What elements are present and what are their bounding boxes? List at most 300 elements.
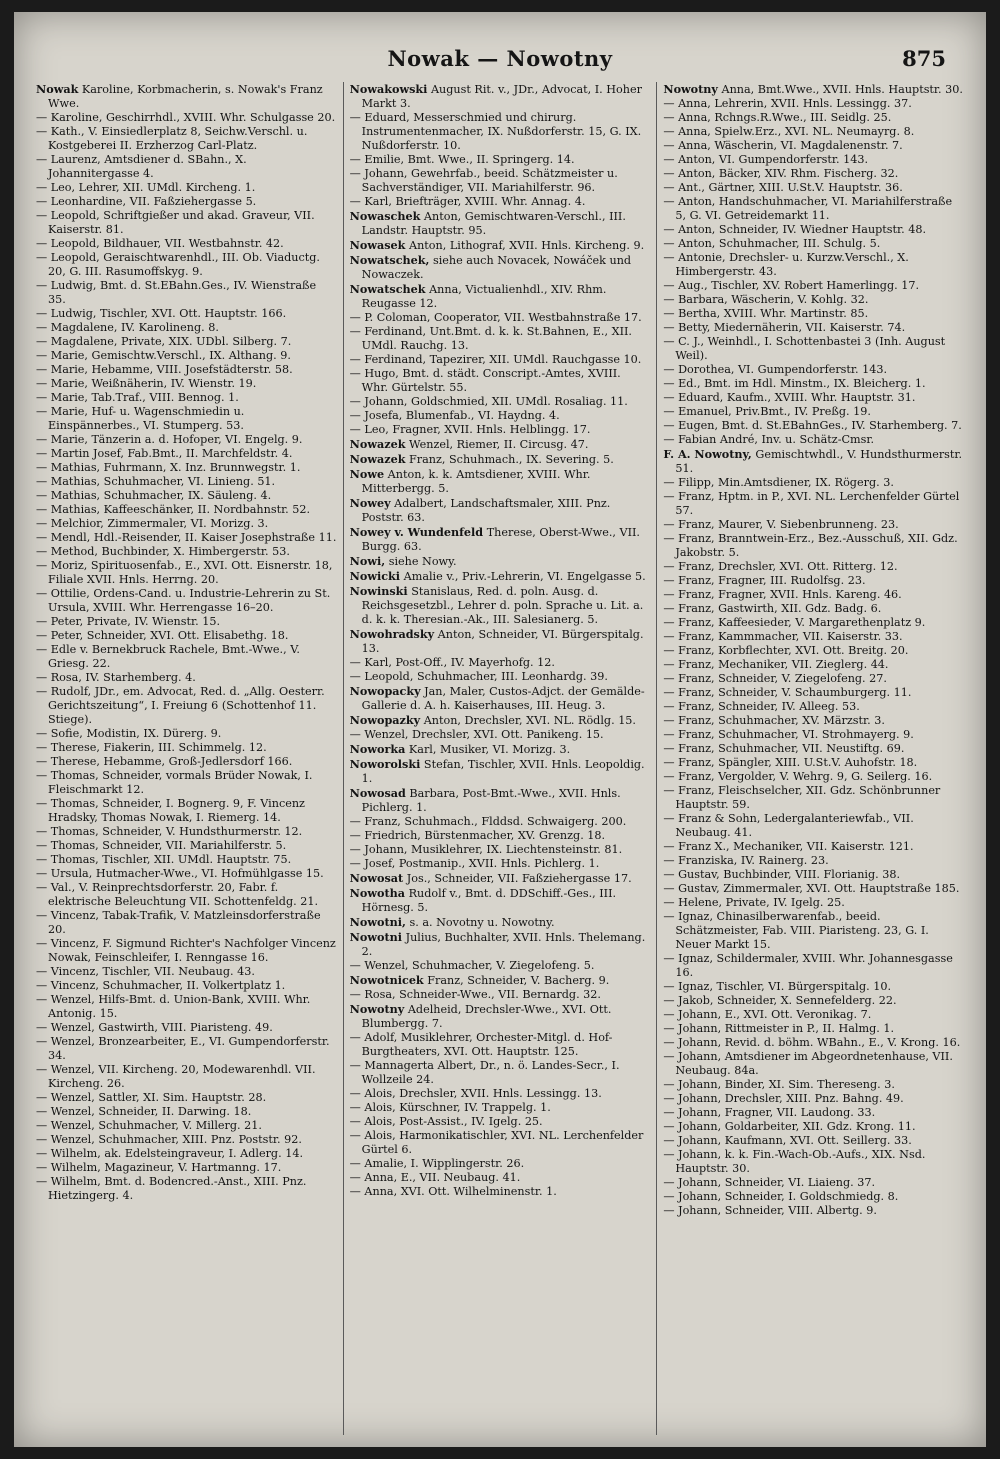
directory-entry	[36, 867, 337, 881]
directory-entry	[350, 367, 651, 395]
entry-text: — Karoline, Geschirrhdl., XVIII. Whr. Schulgasse 20.	[36, 111, 336, 124]
entry-text: — Johann, Amtsdiener im Abgeordnetenhause, VII. Neubaug. 84a.	[663, 1050, 953, 1077]
entry-text: — Adolf, Musiklehrer, Orchester-Mitgl. d. Hof-Burgtheaters, XVI. Ott. Hauptstr. 125.	[349, 1031, 613, 1058]
entry-text: — Thomas, Schneider, vormals Brüder Nowak, I. Fleischmarkt 12.	[36, 769, 313, 796]
entry-text: Anton, Schneider, VI. Bürgerspitalg. 13.	[361, 628, 644, 655]
directory-entry	[350, 496, 651, 525]
entry-text: — Franz, Drechsler, XVI. Ott. Ritterg. 12.	[663, 560, 898, 573]
entry-text: — Anna, XVI. Ott. Wilhelminenstr. 1.	[349, 1185, 557, 1198]
entry-text: — Moriz, Spirituosenfab., E., XVI. Ott. Eisnerstr. 18, Filiale XVII. Hnls. Herrng. 20.	[36, 559, 333, 586]
directory-entry	[350, 525, 651, 554]
directory-entry	[350, 569, 651, 584]
entry-text: — Martin Josef, Fab.Bmt., II. Marchfeldstr. 4.	[36, 447, 293, 460]
entry-text: — Franz, Spängler, XIII. U.St.V. Auhofstr. 18.	[663, 756, 918, 769]
entry-surname: Nowi,	[349, 554, 386, 568]
entry-text: — Franz, Schuhmacher, VI. Strohmayerg. 9.	[663, 728, 914, 741]
entry-surname: Nowatschek,	[349, 253, 430, 267]
entry-text: — Aug., Tischler, XV. Robert Hamerlingg. 17.	[663, 279, 920, 292]
entry-text: — Ludwig, Bmt. d. St.EBahn.Ges., IV. Wienstraße 35.	[36, 279, 317, 306]
directory-entry	[350, 423, 651, 437]
directory-entry	[663, 714, 964, 728]
column-right	[656, 82, 970, 1435]
entry-text: — Franz, Kaffeesieder, V. Margarethenplatz 9.	[663, 616, 926, 629]
directory-entry	[350, 728, 651, 742]
entry-text: — Peter, Private, IV. Wienstr. 15.	[36, 615, 221, 628]
directory-entry	[350, 656, 651, 670]
directory-entry	[350, 238, 651, 253]
entry-text: Stefan, Tischler, XVII. Hnls. Leopoldig. 1.	[361, 758, 645, 785]
directory-entry	[350, 627, 651, 656]
directory-entry	[663, 1036, 964, 1050]
directory-entry	[36, 391, 337, 405]
entry-text: — Johann, Musiklehrer, IX. Liechtensteinstr. 81.	[349, 843, 623, 856]
directory-entry	[36, 965, 337, 979]
entry-text: — C. J., Weinhdl., I. Schottenbastei 3 (Inh. August Weil).	[663, 335, 946, 362]
entry-text: — Wenzel, VII. Kircheng. 20, Modewarenhdl. VII. Kircheng. 26.	[36, 1063, 316, 1090]
directory-entry	[663, 167, 964, 181]
directory-entry	[350, 786, 651, 815]
entry-text: — Franz, Fleischselcher, XII. Gdz. Schönbrunner Hauptstr. 59.	[663, 784, 941, 811]
entry-text: — Alois, Kürschner, IV. Trappelg. 1.	[349, 1101, 551, 1114]
directory-entry	[663, 195, 964, 223]
directory-entry	[663, 125, 964, 139]
entry-text: — Wenzel, Schuhmacher, V. Ziegelofeng. 5.	[349, 959, 595, 972]
entry-surname: Nowey	[349, 496, 391, 510]
directory-entry	[350, 1031, 651, 1059]
entry-text: — Franz, Fragner, XVII. Hnls. Kareng. 46.	[663, 588, 902, 601]
directory-entry	[36, 335, 337, 349]
directory-entry	[350, 467, 651, 496]
entry-text: — Magdalene, Private, XIX. UDbl. Silberg. 7.	[36, 335, 292, 348]
entry-text: — Wenzel, Schneider, II. Darwing. 18.	[36, 1105, 252, 1118]
directory-entry	[663, 882, 964, 896]
entry-text: — Ursula, Hutmacher-Wwe., VI. Hofmühlgasse 15.	[36, 867, 324, 880]
entry-surname: Nowotnicek	[349, 973, 424, 987]
entry-surname: Nowe	[349, 467, 385, 481]
directory-entry	[663, 433, 964, 447]
directory-entry	[663, 980, 964, 994]
directory-entry	[663, 756, 964, 770]
directory-entry	[36, 587, 337, 615]
entry-text: Karoline, Korbmacherin, s. Nowak's Franz Wwe.	[48, 83, 323, 110]
directory-entry	[36, 1161, 337, 1175]
entry-text: — Anton, Schuhmacher, III. Schulg. 5.	[663, 237, 881, 250]
entry-text: — Josefa, Blumenfab., VI. Haydng. 4.	[349, 409, 560, 422]
directory-entry	[663, 560, 964, 574]
entry-text: — Dorothea, VI. Gumpendorferstr. 143.	[663, 363, 888, 376]
directory-entry	[350, 915, 651, 930]
entry-text: — Therese, Hebamme, Groß-Jedlersdorf 166.	[36, 755, 293, 768]
directory-entry	[350, 871, 651, 886]
entry-text: — Wenzel, Sattler, XI. Sim. Hauptstr. 28.	[36, 1091, 267, 1104]
running-title: Nowak — Nowotny	[387, 46, 613, 71]
directory-entry	[350, 353, 651, 367]
directory-entry	[663, 854, 964, 868]
entry-text: — Franz, Schneider, IV. Alleeg. 53.	[663, 700, 860, 713]
directory-entry	[36, 111, 337, 125]
directory-entry	[663, 1120, 964, 1134]
directory-entry	[36, 643, 337, 671]
entry-text: — Sofie, Modistin, IX. Dürerg. 9.	[36, 727, 222, 740]
directory-entry	[36, 1147, 337, 1161]
directory-entry	[350, 282, 651, 311]
entry-text: — Mathias, Kaffeeschänker, II. Nordbahnstr. 52.	[36, 503, 311, 516]
entry-text: — Magdalene, IV. Karolineng. 8.	[36, 321, 219, 334]
directory-entry	[36, 447, 337, 461]
entry-surname: Nowakowski	[349, 82, 428, 96]
directory-entry	[350, 253, 651, 282]
entry-text: — Rudolf, JDr., em. Advocat, Red. d. „Allg. Oesterr. Gerichtszeitung“, I. Freiung 6 (Schottenhof 11. Stiege).	[36, 685, 325, 726]
directory-entry	[350, 82, 651, 111]
directory-entry	[36, 825, 337, 839]
entry-text: — Franz & Sohn, Ledergalanteriewfab., VII. Neubaug. 41.	[663, 812, 914, 839]
entry-surname: Noworolski	[349, 757, 421, 771]
entry-text: — Franz, Schuhmach., Flddsd. Schwaigerg. 200.	[349, 815, 627, 828]
directory-entry	[350, 757, 651, 786]
entry-text: — Mendl, Hdl.-Reisender, II. Kaiser Josephstraße 11.	[36, 531, 337, 544]
entry-text: Julius, Buchhalter, XVII. Hnls. Thelemang. 2.	[361, 931, 646, 958]
directory-entry	[350, 713, 651, 728]
directory-entry	[663, 363, 964, 377]
directory-entry	[663, 812, 964, 840]
directory-entry	[36, 545, 337, 559]
directory-entry	[663, 139, 964, 153]
entry-text: — Thomas, Schneider, VII. Mariahilferstr. 5.	[36, 839, 287, 852]
directory-page	[14, 12, 986, 1447]
directory-entry	[663, 1092, 964, 1106]
directory-entry	[350, 195, 651, 209]
directory-entry	[36, 979, 337, 993]
directory-entry	[663, 1204, 964, 1218]
entry-text: — Laurenz, Amtsdiener d. SBahn., X. Johannitergasse 4.	[36, 153, 247, 180]
entry-text: Anton, k. k. Amtsdiener, XVIII. Whr. Mitterbergg. 5.	[361, 468, 591, 495]
directory-entry	[663, 476, 964, 490]
directory-entry	[36, 125, 337, 153]
directory-entry	[663, 321, 964, 335]
entry-surname: Noworka	[349, 742, 406, 756]
directory-entry	[663, 307, 964, 321]
entry-text: — Eugen, Bmt. d. St.EBahnGes., IV. Starhemberg. 7.	[663, 419, 962, 432]
directory-entry	[350, 1157, 651, 1171]
entry-text: — Anton, VI. Gumpendorferstr. 143.	[663, 153, 869, 166]
directory-entry	[663, 910, 964, 952]
directory-entry	[350, 1115, 651, 1129]
directory-entry	[663, 868, 964, 882]
entry-text: Adalbert, Landschaftsmaler, XIII. Pnz. Poststr. 63.	[361, 497, 611, 524]
entry-text: — Anton, Bäcker, XIV. Rhm. Fischerg. 32.	[663, 167, 899, 180]
entry-text: — Johann, Goldarbeiter, XII. Gdz. Krong. 11.	[663, 1120, 916, 1133]
directory-entry	[36, 685, 337, 727]
directory-entry	[36, 531, 337, 545]
directory-entry	[350, 973, 651, 988]
entry-text: — Leopold, Geraischtwarenhdl., III. Ob. Viaductg. 20, G. III. Rasumoffskyg. 9.	[36, 251, 320, 278]
directory-entry	[36, 1119, 337, 1133]
directory-entry	[350, 325, 651, 353]
entry-text: — Amalie, I. Wipplingerstr. 26.	[349, 1157, 525, 1170]
entry-text: — Marie, Huf- u. Wagenschmiedin u. Einspännerbes., VI. Stumperg. 53.	[36, 405, 245, 432]
entry-surname: Nowaschek	[349, 209, 421, 223]
entry-text: s. a. Novotny u. Nowotny.	[409, 916, 555, 929]
directory-entry	[663, 97, 964, 111]
entry-text: — Marie, Hebamme, VIII. Josefstädterstr. 58.	[36, 363, 293, 376]
directory-entry	[350, 167, 651, 195]
directory-entry	[663, 1134, 964, 1148]
directory-entry	[36, 1175, 337, 1203]
directory-entry	[663, 405, 964, 419]
directory-entry	[350, 311, 651, 325]
directory-entry	[36, 881, 337, 909]
directory-entry	[36, 321, 337, 335]
directory-entry	[36, 1133, 337, 1147]
directory-entry	[663, 644, 964, 658]
entry-text: siehe auch Novacek, Nowáček und Nowaczek.	[361, 254, 632, 281]
entry-text: August Rit. v., JDr., Advocat, I. Hoher Markt 3.	[361, 83, 642, 110]
entry-text: — Thomas, Schneider, V. Hundsthurmerstr. 12.	[36, 825, 303, 838]
directory-entry	[663, 616, 964, 630]
directory-entry	[36, 349, 337, 363]
directory-entry	[36, 839, 337, 853]
directory-entry	[663, 153, 964, 167]
entry-surname: Nowinski	[349, 584, 408, 598]
entry-text: — Mathias, Schuhmacher, IX. Säuleng. 4.	[36, 489, 272, 502]
directory-entry	[350, 829, 651, 843]
directory-entry	[350, 437, 651, 452]
directory-entry	[36, 1091, 337, 1105]
entry-surname: Nowotni,	[349, 915, 406, 929]
entry-text: — Marie, Weißnäherin, IV. Wienstr. 19.	[36, 377, 257, 390]
directory-entry	[663, 742, 964, 756]
entry-text: — Ignaz, Tischler, VI. Bürgerspitalg. 10.	[663, 980, 892, 993]
directory-entry	[663, 840, 964, 854]
entry-text: — Anton, Handschuhmacher, VI. Mariahilferstraße 5, G. VI. Getreidemarkt 11.	[663, 195, 953, 222]
entry-text: — Franz, Schuhmacher, VII. Neustiftg. 69.	[663, 742, 905, 755]
directory-entry	[36, 377, 337, 391]
entry-text: Anna, Bmt.Wwe., XVII. Hnls. Hauptstr. 30.	[721, 83, 963, 96]
entry-text: Jos., Schneider, VII. Faßziehergasse 17.	[406, 872, 632, 885]
entry-text: — Franz, Schuhmacher, XV. Märzstr. 3.	[663, 714, 885, 727]
directory-entry	[663, 1176, 964, 1190]
directory-entry	[663, 1148, 964, 1176]
entry-text: — Ant., Gärtner, XIII. U.St.V. Hauptstr. 36.	[663, 181, 903, 194]
entry-text: — Johann, Binder, XI. Sim. Thereseng. 3.	[663, 1078, 895, 1091]
directory-entry	[663, 391, 964, 405]
directory-entry	[350, 1171, 651, 1185]
entry-text: — Franz, Fragner, III. Rudolfsg. 23.	[663, 574, 866, 587]
entry-text: — Mathias, Schuhmacher, VI. Linieng. 51.	[36, 475, 276, 488]
directory-entry	[663, 686, 964, 700]
entry-text: — Eduard, Kaufm., XVIII. Whr. Hauptstr. 31.	[663, 391, 916, 404]
directory-entry	[663, 1078, 964, 1092]
directory-entry	[36, 475, 337, 489]
entry-text: — Johann, E., XVI. Ott. Veronikag. 7.	[663, 1008, 872, 1021]
directory-entry	[350, 452, 651, 467]
entry-text: — Thomas, Tischler, XII. UMdl. Hauptstr. 75.	[36, 853, 292, 866]
directory-entry	[36, 195, 337, 209]
entry-text: — Johann, Schneider, I. Goldschmiedg. 8.	[663, 1190, 899, 1203]
directory-entry	[350, 930, 651, 959]
entry-text: — Marie, Gemischtw.Verschl., IX. Althang. 9.	[36, 349, 291, 362]
entry-text: — Franz, Mechaniker, VII. Zieglerg. 44.	[663, 658, 889, 671]
entry-text: — Wenzel, Bronzearbeiter, E., VI. Gumpendorferstr. 34.	[36, 1035, 330, 1062]
entry-text: — Johann, Goldschmied, XII. UMdl. Rosaliag. 11.	[349, 395, 628, 408]
entry-surname: Nowopazky	[349, 713, 421, 727]
entry-text: — Fabian André, Inv. u. Schätz-Cmsr.	[663, 433, 875, 446]
directory-entry	[36, 405, 337, 433]
entry-text: — Leopold, Bildhauer, VII. Westbahnstr. 42.	[36, 237, 284, 250]
directory-entry	[663, 251, 964, 279]
entry-surname: Nowotny	[349, 1002, 405, 1016]
entry-text: — Rosa, Schneider-Wwe., VII. Bernardg. 32.	[349, 988, 601, 1001]
entry-text: — Johann, Revid. d. böhm. WBahn., E., V. Krong. 16.	[663, 1036, 961, 1049]
directory-entry	[350, 209, 651, 238]
directory-entry	[36, 279, 337, 307]
entry-text: — Mannagerta Albert, Dr., n. ö. Landes-Secr., I. Wollzeile 24.	[349, 1059, 620, 1086]
directory-entry	[663, 728, 964, 742]
directory-entry	[36, 503, 337, 517]
directory-entry	[663, 658, 964, 672]
directory-entry	[36, 853, 337, 867]
directory-entry	[350, 857, 651, 871]
entry-text: — Josef, Postmanip., XVII. Hnls. Pichlerg. 1.	[349, 857, 600, 870]
directory-entry	[350, 684, 651, 713]
entry-text: — Method, Buchbinder, X. Himbergerstr. 53.	[36, 545, 290, 558]
directory-entry	[350, 959, 651, 973]
entry-text: — Thomas, Schneider, I. Bognerg. 9, F. Vincenz Hradsky, Thomas Nowak, I. Riemerg. 14.	[36, 797, 305, 824]
entry-text: — Anna, E., VII. Neubaug. 41.	[349, 1171, 521, 1184]
entry-text: — Franz, Gastwirth, XII. Gdz. Badg. 6.	[663, 602, 882, 615]
entry-text: — Rosa, IV. Starhemberg. 4.	[36, 671, 196, 684]
entry-text: Franz, Schuhmach., IX. Severing. 5.	[409, 453, 614, 466]
entry-text: — Eduard, Messerschmied und chirurg. Instrumentenmacher, IX. Nußdorferstr. 15, G. IX. Nußdorferstr. 10.	[349, 111, 642, 152]
directory-entry	[663, 602, 964, 616]
directory-entry	[36, 769, 337, 797]
entry-text: — Wenzel, Schuhmacher, V. Millerg. 21.	[36, 1119, 262, 1132]
entry-text: — Emilie, Bmt. Wwe., II. Springerg. 14.	[349, 153, 575, 166]
entry-text: Gemischtwhdl., V. Hundsthurmerstr. 51.	[675, 448, 963, 475]
directory-entry	[663, 335, 964, 363]
entry-text: Karl, Musiker, VI. Morizg. 3.	[408, 743, 571, 756]
entry-text: — Anna, Rchngs.R.Wwe., III. Seidlg. 25.	[663, 111, 892, 124]
directory-entry	[36, 237, 337, 251]
entry-text: — Franz, Korbflechter, XVI. Ott. Breitg. 20.	[663, 644, 909, 657]
entry-surname: Nowasek	[349, 238, 406, 252]
entry-text: — Leo, Lehrer, XII. UMdl. Kircheng. 1.	[36, 181, 256, 194]
directory-entry	[36, 209, 337, 237]
directory-entry	[36, 461, 337, 475]
directory-entry	[663, 574, 964, 588]
entry-text: — Karl, Briefträger, XVIII. Whr. Annag. 4.	[349, 195, 586, 208]
entry-text: — Johann, Fragner, VII. Laudong. 33.	[663, 1106, 876, 1119]
directory-entry	[350, 1002, 651, 1031]
directory-entry	[663, 784, 964, 812]
directory-entry	[663, 630, 964, 644]
entry-text: — Wilhelm, Bmt. d. Bodencred.-Anst., XIII. Pnz. Hietzingerg. 4.	[36, 1175, 307, 1202]
directory-entry	[36, 797, 337, 825]
directory-entry	[36, 153, 337, 181]
entry-text: — Johann, Gewehrfab., beeid. Schätzmeister u. Sachverständiger, VII. Mariahilferstr. 96.	[349, 167, 618, 194]
directory-entry	[350, 742, 651, 757]
entry-text: Anna, Victualienhdl., XIV. Rhm. Reugasse 12.	[361, 283, 607, 310]
directory-entry	[350, 153, 651, 167]
entry-text: — Franz, Kammmacher, VII. Kaiserstr. 33.	[663, 630, 903, 643]
directory-entry	[36, 251, 337, 279]
entry-surname: Nowotni	[349, 930, 403, 944]
entry-text: — Leopold, Schriftgießer und akad. Graveur, VII. Kaiserstr. 81.	[36, 209, 315, 236]
directory-entry	[350, 409, 651, 423]
directory-entry	[663, 181, 964, 195]
entry-text: Anton, Gemischtwaren-Verschl., III. Landstr. Hauptstr. 95.	[361, 210, 626, 237]
entry-text: — Betty, Miedernäherin, VII. Kaiserstr. 74.	[663, 321, 906, 334]
entry-text: siehe Nowy.	[388, 555, 457, 568]
column-left	[30, 82, 343, 1435]
entry-surname: Nowazek	[349, 452, 406, 466]
entry-text: — Jakob, Schneider, X. Sennefelderg. 22.	[663, 994, 897, 1007]
entry-text: Therese, Oberst-Wwe., VII. Burgg. 63.	[361, 526, 640, 553]
entry-text: — Anna, Wäscherin, VI. Magdalenenstr. 7.	[663, 139, 903, 152]
directory-entry	[663, 896, 964, 910]
entry-surname: Nowotha	[349, 886, 406, 900]
directory-entry	[36, 363, 337, 377]
entry-text: Stanislaus, Red. d. poln. Ausg. d. Reichsgesetzbl., Lehrer d. poln. Sprache u. Lit. a. d. k. k. Theresian.-Ak., III. Salesianerg. 5.	[361, 585, 644, 626]
entry-surname: Nowazek	[349, 437, 406, 451]
directory-entry	[36, 1105, 337, 1119]
directory-entry	[663, 518, 964, 532]
entry-text: — Alois, Drechsler, XVII. Hnls. Lessingg. 13.	[349, 1087, 602, 1100]
entry-text: — Anna, Lehrerin, XVII. Hnls. Lessingg. 37.	[663, 97, 912, 110]
directory-entry	[36, 433, 337, 447]
directory-entry	[36, 1021, 337, 1035]
entry-text: — Marie, Tab.Traf., VIII. Bennog. 1.	[36, 391, 239, 404]
directory-entry	[350, 815, 651, 829]
entry-text: — Hugo, Bmt. d. städt. Conscript.-Amtes, XVIII. Whr. Gürtelstr. 55.	[349, 367, 621, 394]
entry-text: — Vincenz, Tabak-Trafik, V. Matzleinsdorferstraße 20.	[36, 909, 321, 936]
entry-text: — Emanuel, Priv.Bmt., IV. Preßg. 19.	[663, 405, 871, 418]
directory-entry	[36, 909, 337, 937]
directory-entry	[350, 554, 651, 569]
entry-text: — Franz, Vergolder, V. Wehrg. 9, G. Seilerg. 16.	[663, 770, 933, 783]
entry-text: — Helene, Private, IV. Igelg. 25.	[663, 896, 845, 909]
entry-text: — Gustav, Zimmermaler, XVI. Ott. Hauptstraße 185.	[663, 882, 960, 895]
entry-text: — Melchior, Zimmermaler, VI. Morizg. 3.	[36, 517, 269, 530]
entry-surname: Nowak	[36, 82, 79, 96]
entry-text: — Franz, Schneider, V. Schaumburgerg. 11.	[663, 686, 912, 699]
entry-text: — Leopold, Schuhmacher, III. Leonhardg. 39.	[349, 670, 608, 683]
directory-entry	[350, 395, 651, 409]
directory-entry	[350, 670, 651, 684]
entry-text: Wenzel, Riemer, II. Circusg. 47.	[409, 438, 589, 451]
entry-text: — Franz, Schneider, V. Ziegelofeng. 27.	[663, 672, 887, 685]
directory-entry	[350, 1059, 651, 1087]
entry-text: — Antonie, Drechsler- u. Kurzw.Verschl., X. Himbergerstr. 43.	[663, 251, 909, 278]
entry-surname: Nowatschek	[349, 282, 426, 296]
entry-text: — Anna, Spielw.Erz., XVI. NL. Neumayrg. 8.	[663, 125, 915, 138]
entry-text: — Wenzel, Schuhmacher, XIII. Pnz. Poststr. 92.	[36, 1133, 302, 1146]
directory-entry	[663, 1106, 964, 1120]
directory-entry	[36, 489, 337, 503]
directory-entry	[663, 532, 964, 560]
entry-text: — Franziska, IV. Rainerg. 23.	[663, 854, 829, 867]
entry-text: — P. Coloman, Cooperator, VII. Westbahnstraße 17.	[349, 311, 642, 324]
directory-entry	[663, 293, 964, 307]
entry-surname: Nowosat	[349, 871, 404, 885]
entry-text: — Ignaz, Chinasilberwarenfab., beeid. Schätzmeister, Fab. VIII. Piaristeng. 23, G. I. Neuer Markt 15.	[663, 910, 929, 951]
directory-entry	[36, 727, 337, 741]
entry-text: — Johann, k. k. Fin.-Wach-Ob.-Aufs., XIX. Nsd. Hauptstr. 30.	[663, 1148, 926, 1175]
entry-text: — Wenzel, Hilfs-Bmt. d. Union-Bank, XVIII. Whr. Antonig. 15.	[36, 993, 311, 1020]
entry-surname: Nowey v. Wundenfeld	[349, 525, 484, 539]
directory-entry	[36, 741, 337, 755]
entry-text: — Wenzel, Gastwirth, VIII. Piaristeng. 49.	[36, 1021, 273, 1034]
